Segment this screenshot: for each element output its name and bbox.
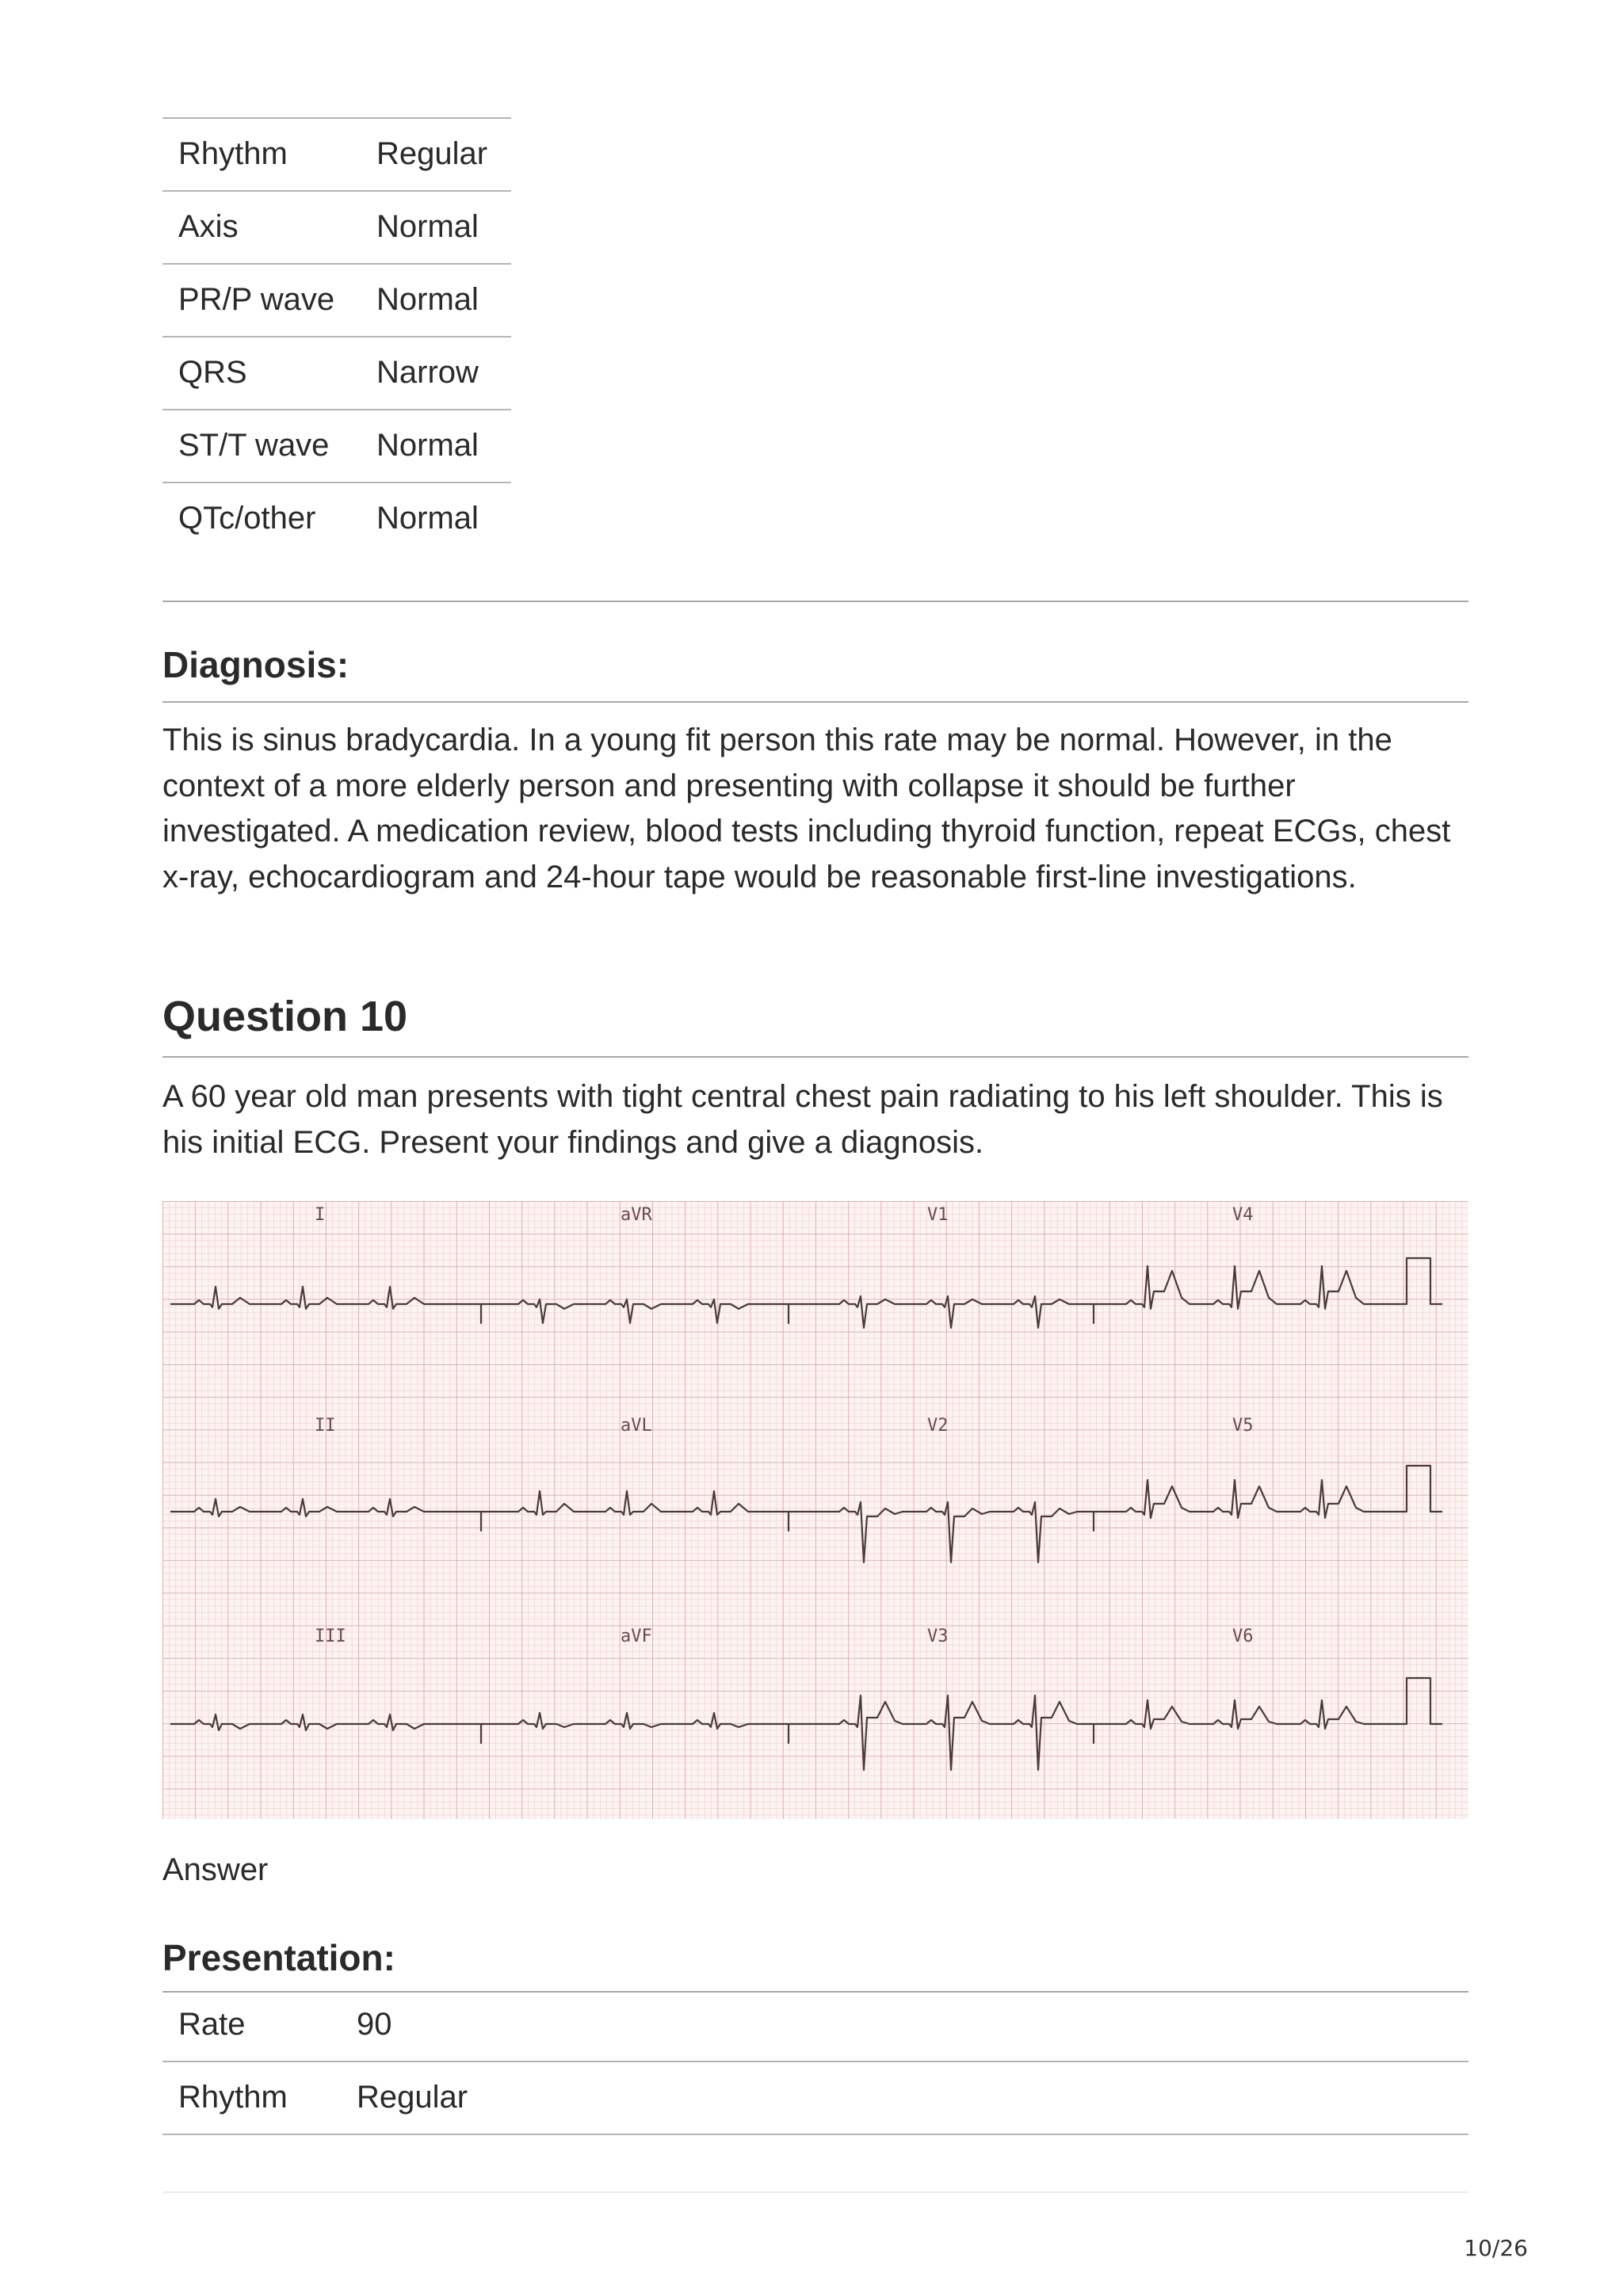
ecg-lead-label: V2	[927, 1416, 949, 1436]
table-row	[162, 482, 511, 555]
presentation-table	[162, 1989, 1468, 2135]
row-value: Normal	[376, 501, 479, 536]
table-row	[162, 336, 511, 409]
row-value: Normal	[376, 428, 479, 463]
ecg-lead-label: aVF	[621, 1627, 652, 1646]
ecg-lead-label: V3	[927, 1627, 949, 1646]
ecg-lead-label: V1	[927, 1205, 949, 1225]
row-value: Normal	[376, 282, 479, 317]
ecg-lead-label: V4	[1232, 1205, 1254, 1225]
ecg-lead-label: I	[315, 1205, 326, 1225]
heading-underline	[162, 1056, 1468, 1058]
row-label: Rhythm	[178, 136, 288, 171]
ecg-lead-label: V5	[1232, 1416, 1254, 1436]
page-number: 10/26	[1464, 2235, 1528, 2261]
row-value: Regular	[357, 2080, 468, 2115]
ecg-lead-label: II	[315, 1416, 336, 1436]
ecg-lead-label: V6	[1232, 1627, 1254, 1646]
table-row	[162, 263, 511, 336]
presentation-heading: Presentation:	[162, 1937, 395, 1978]
section-divider	[162, 2191, 1468, 2193]
table-row	[162, 2062, 1468, 2135]
ecg-lead-label: III	[315, 1627, 346, 1646]
ecg-lead-label: aVR	[621, 1205, 652, 1225]
row-label: PR/P wave	[178, 282, 335, 317]
row-label: Rate	[178, 2007, 246, 2042]
question-text: A 60 year old man presents with tight central chest pain radiating to his left shoulder. This is his initial ECG. Present your findings and give a diagnosis.	[162, 1079, 1443, 1160]
row-value: Narrow	[376, 355, 479, 390]
row-value: Normal	[376, 209, 479, 244]
row-value: 90	[357, 2007, 392, 2042]
row-label: QRS	[178, 355, 247, 390]
heading-underline	[162, 701, 1468, 703]
diagnosis-heading: Diagnosis:	[162, 644, 349, 685]
diagnosis-text: This is sinus bradycardia. In a young fit person this rate may be normal. However, in the context of a more elderly person and presenting with collapse it should be further investigated. A medication review, blood tests including thyroid function, repeat ECGs, chest x-ray, echocardiogram and 24-hour tape would be reasonable first-line investigations.	[162, 723, 1451, 894]
table-row	[162, 117, 511, 190]
question-title: Question 10	[162, 993, 408, 1040]
row-value: Regular	[376, 136, 488, 171]
findings-table	[162, 117, 511, 555]
ecg-image	[162, 1201, 1468, 1819]
table-row	[162, 190, 511, 263]
answer-link[interactable]: Answer	[162, 1852, 269, 1887]
ecg-lead-label: aVL	[621, 1416, 652, 1436]
section-divider	[162, 601, 1468, 602]
row-label: Axis	[178, 209, 239, 244]
row-label: ST/T wave	[178, 428, 330, 463]
table-row	[162, 1989, 1468, 2062]
row-label: Rhythm	[178, 2080, 288, 2115]
table-row	[162, 409, 511, 482]
row-label: QTc/other	[178, 501, 316, 536]
